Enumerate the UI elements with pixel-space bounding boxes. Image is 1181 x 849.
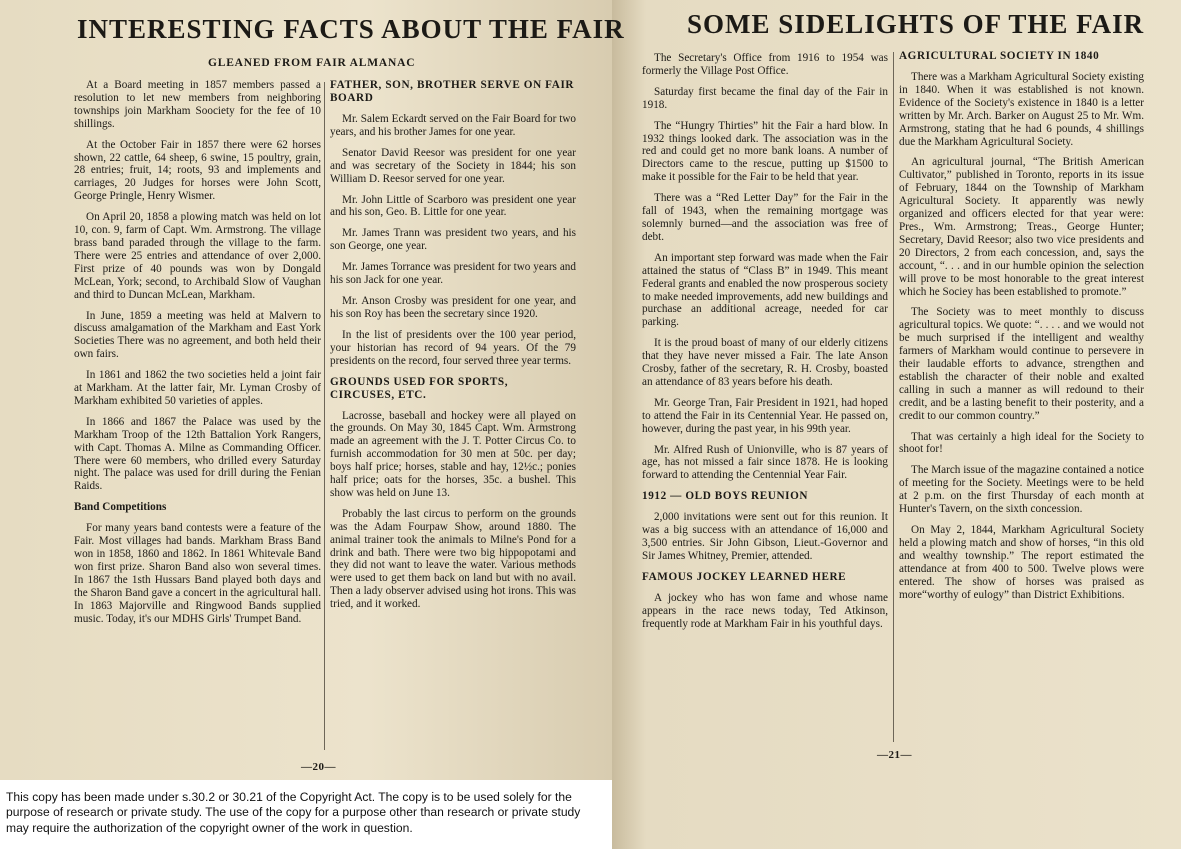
left-page-number: —20— [301, 761, 336, 773]
right-page-number: —21— [877, 749, 912, 761]
paragraph: The “Hungry Thirties” hit the Fair a hard blow. In 1932 things looked dark. The association was in the red and could get no more bank loans. A number of Directors came to the rescue, putting up $1500 to make it possible for the Fair to be held that year. [642, 119, 888, 184]
paragraph: The March issue of the magazine contained a notice of meeting for the Society. Meetings were to be held at 2 p.m. on the first Thursday of each month at Hunter's Tavern, on the sixth concession. [899, 464, 1144, 516]
paragraph: Probably the last circus to perform on the grounds was the Adam Fourpaw Show, around 1880. The animal trainer took the animals to Milne's Pond for a drink and bath. There were two big hippopotami and they did not want to leave the water. Various methods were used to get them back on land but with no avail. Then a lady observer advised using hot irons. This was tried, and it worked. [330, 507, 576, 611]
paragraph: In 1861 and 1862 the two societies held a joint fair at Markham. At the latter fair, Mr. Lyman Crosby of Markham exhibited 50 varieties of apples. [74, 369, 321, 407]
paragraph: There was a “Red Letter Day” for the Fair in the fall of 1943, when the remaining mortgage was solemnly burned—and the association was free of debt. [642, 192, 888, 243]
paragraph: In the list of presidents over the 100 year period, your historian has record of 94 years. Of the 79 presidents on the record, four served three year terms. [330, 328, 576, 367]
paragraph: Saturday first became the final day of the Fair in 1918. [642, 85, 888, 111]
right-column-2 [899, 50, 1144, 609]
section-heading-family-board: FATHER, SON, BROTHER SERVE ON FAIR BOARD [330, 79, 575, 104]
paragraph: A jockey who has won fame and whose name appears in the race news today, Ted Atkinson, frequently rode at Markham Fair in his youthful days. [642, 591, 888, 630]
column-divider [324, 82, 325, 750]
copyright-notice: This copy has been made under s.30.2 or 30.21 of the Copyright Act. The copy is to be used solely for the purpose of research or private study. The use of the copy for a purpose other than research or private study may require the authorization of the copyright owner of the work in question. [0, 780, 612, 849]
paragraph: That was certainly a high ideal for the Society to shoot for! [899, 430, 1144, 456]
left-column-2 [330, 79, 576, 619]
paragraph: The Secretary's Office from 1916 to 1954 was formerly the Village Post Office. [642, 52, 888, 77]
section-heading-jockey: FAMOUS JOCKEY LEARNED HERE [642, 570, 847, 583]
paragraph: Mr. Anson Crosby was president for one year, and his son Roy has been the secretary since 1920. [330, 294, 576, 320]
left-page-subtitle: GLEANED FROM FAIR ALMANAC [208, 57, 416, 69]
paragraph: 2,000 invitations were sent out for this reunion. It was a big success with an attendance of 16,000 and 3,500 entries. Sir John Gibson, Lieut.-Governor and Sir James Whitney, Premier, attended. [642, 511, 888, 562]
section-heading-band-competitions: Band Competitions [74, 501, 167, 514]
left-column-1 [74, 79, 321, 634]
column-divider [893, 52, 894, 742]
right-page-title: SOME SIDELIGHTS OF THE FAIR [687, 9, 1145, 39]
paragraph: Lacrosse, baseball and hockey were all played on the grounds. On May 30, 1845 Capt. Wm. Armstrong made an agreement with the J. T. Potter Circus Co. to furnish accommodation for 30 men at 50c. per day; boys half price; horses, stable and hay, 12½c.; ponies half price; oats for the horses, 35c. a bushel. This show was held on June 13. [330, 409, 576, 499]
paragraph: In June, 1859 a meeting was held at Malvern to discuss amalgamation of the Markham and East York Societies There was no agreement, and both held their own fairs. [74, 309, 321, 361]
paragraph: Mr. Salem Eckardt served on the Fair Board for two years, and his brother James for one year. [330, 113, 576, 138]
paragraph: An agricultural journal, “The British American Cultivator,” published in Toronto, reports in its issue of February, 1844 on the Township of Markham Agricultural Society. It apparently was newly organized and officers elected for that year were: Pres., Wm. Armstrong; Treas., George Hunter; Secretary, David Reesor; also two vice presidents and 20 Directors, 2 from each concession, and, says the account, “. . . and in our humble opinion the selection will prove to be most honorable to the great interest which he Sociey has been established to promote.” [899, 156, 1144, 298]
paragraph: On April 20, 1858 a plowing match was held on lot 10, con. 9, farm of Capt. Wm. Armstrong. The village brass band paraded through the village to the farm. There were 25 entries and attendance of over 2,000. First prize of 40 pounds was won by Dongald McLean, York; second, to Archibald Slow of Vaughan and third to Duncan McLean, Markham. [74, 211, 321, 301]
paragraph: On May 2, 1844, Markham Agricultural Society held a plowing match and show of horses, “in this old and wealthy township.” The report estimated the attendance at from 400 to 500. Twelve plows were entered. The show of horses was praised as more“worthy of eulogy” than District Exhibitions. [899, 524, 1144, 601]
paragraph: For many years band contests were a feature of the Fair. Most villages had bands. Markham Brass Band won in 1858, 1860 and 1862. In 1861 Whitevale Band won first prize. Sharon Band also won several times. In 1867 the 1sth Hussars Band played both days and the Sharon Band gave a concert in the agricultural hall. In 1863 Majorville and Ringwood Bands supplied music. Today, it's our MDHS Girls' Trumpet Band. [74, 522, 321, 625]
section-heading-society-1840: AGRICULTURAL SOCIETY IN 1840 [899, 50, 1100, 62]
section-heading-grounds: GROUNDS USED FOR SPORTS, CIRCUSES, ETC. [330, 375, 509, 401]
paragraph: An important step forward was made when the Fair attained the status of “Class B” in 1949. This meant Federal grants and enabled the now prosperous society to make needed improvements, add new buildings and purchase an additional acreage, needed for car parking. [642, 251, 888, 329]
paragraph: Mr. James Trann was president two years, and his son George, one year. [330, 227, 576, 253]
paragraph: In 1866 and 1867 the Palace was used by the Markham Troop of the 12th Battalion York Rangers, with Capt. Thomas A. Milne as Commanding Officer. There were 60 members, who drilled every Saturday night. The palace was used for drill during the Fenian Raids. [74, 415, 321, 493]
section-heading-reunion: 1912 — OLD BOYS REUNION [642, 490, 809, 503]
paragraph: It is the proud boast of many of our elderly citizens that they have never missed a Fair. The late Anson Crosby, father of the secretary, R. H. Crosby, boasted an attendance of 83 years before his death. [642, 337, 888, 388]
paragraph: Mr. James Torrance was president for two years and his son Jack for one year. [330, 261, 576, 287]
paragraph: Mr. Alfred Rush of Unionville, who is 87 years of age, has not missed a fair since 1878. He is looking forward to attending the Centennial Year Fair. [642, 443, 888, 482]
paragraph: Senator David Reesor was president for one year and was secretary of the Society in 1844; his son William D. Reesor served for one year. [330, 146, 576, 185]
paragraph: At a Board meeting in 1857 members passed a resolution to let new members from neighboring townships join Markham Soociety for the fee of 10 shillings. [74, 79, 321, 130]
left-page-title: INTERESTING FACTS ABOUT THE FAIR [77, 14, 625, 44]
paragraph: The Society was to meet monthly to discuss agricultural topics. We quote: “. . . . and we would not be much surprised if the intelligent and wealthy farmers of Markham would continue to persevere in their laudable efforts to advance, strengthen and establish the character of their noble and exalted calling in such a manner as will redound to their credit, and be a lasting benefit to their posterity, and a credit to our common country.” [899, 306, 1144, 422]
paragraph: Mr. George Tran, Fair President in 1921, had hoped to attend the Fair in its Centennial Year. He passed on, however, during the past year, in his 99th year. [642, 396, 888, 435]
right-column-1 [642, 52, 888, 639]
paragraph: At the October Fair in 1857 there were 62 horses shown, 22 cattle, 64 sheep, 6 swine, 15 poultry, grain, 28 entries; fruit, 14; roots, 93 and implements and carriages, 20 Judges for horses were John Scott, George Pringle, Henry Wismer. [74, 138, 321, 203]
paragraph: There was a Markham Agricultural Society existing in 1840. When it was established is not known. Evidence of the Society's existence in 1840 is a letter written by Mr. Arch. Barker on August 25 to Mr. Wm. Armstrong, stating that he had 6 pounds, 4 shillings due the Markham Agricultural Society. [899, 71, 1144, 148]
paragraph: Mr. John Little of Scarboro was president one year and his son, Geo. B. Little for one year. [330, 193, 576, 219]
